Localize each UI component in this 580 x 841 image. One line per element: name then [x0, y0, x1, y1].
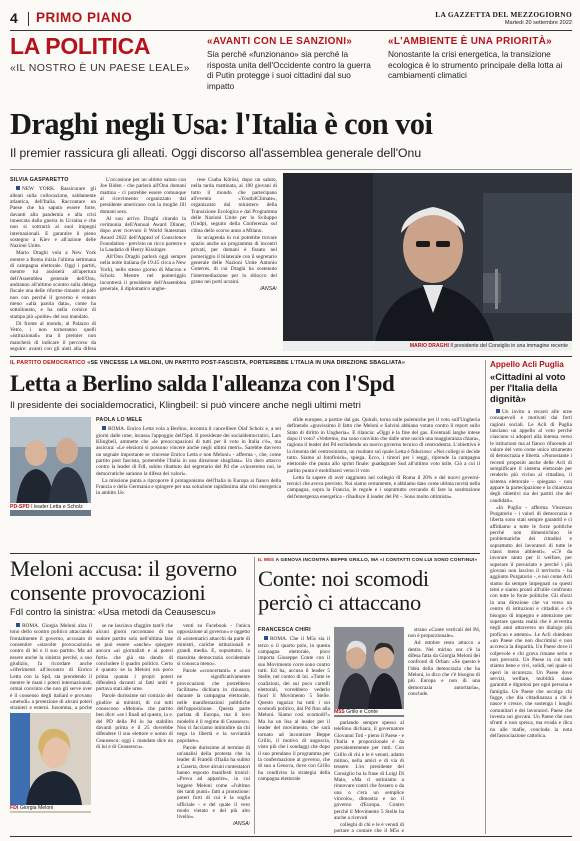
- m5s-byline: FRANCESCA CHIRI: [258, 627, 311, 633]
- teaser-2-title: «L'AMBIENTE È UNA PRIORITÀ»: [388, 36, 553, 47]
- section-title: PRIMO PIANO: [36, 10, 133, 25]
- main-rule: [10, 169, 572, 170]
- sidebar-kicker: Appello Acli Puglia: [490, 360, 564, 369]
- m5s-col-3: [408, 627, 480, 833]
- sidebar: [490, 360, 572, 834]
- meloni-col2-para: se ne lasciava sfuggire tant'è che alcuni giorni raccontano di un sudore partito solo nell'ultima fase se può essere «anche» spiegare ancora «ai giornalisti e ai poteri forti» che già sta dando di concludere il quadro politico. Certo è quanto: se la Meloni era poco prima quanta i propri poteri difenderà davanti ai fatti uniti e portava stati alle urne.: [96, 623, 173, 693]
- grillo-conte-photo-illustration: [334, 627, 404, 709]
- bullet-square-icon: [16, 623, 20, 627]
- m5s-photo: [334, 627, 404, 717]
- mid-rule-1: [10, 356, 572, 357]
- bullet-square-icon: [102, 426, 106, 430]
- main-col2-para: All'Onu Draghi parlerà oggi sempre nella notte italiana (le 19.45 circa a New York), nello stesso giorno di Macron e Scholz. Mentre nel pomeriggio incontrerà il presidente dell'Assemblea generale, il diplomatico unghe-: [100, 254, 186, 292]
- meloni-col3-para: Parole durissime al termine di un'analisi della protesta che la leader di Fratelli d'Italia ha subito a Caserta, dove alcuni contestatori hanno esposto manifesti ironici: «Prova ad apparire», in cui leggere Meloni come «l'ultimo dei tanti punti» fatti a protezione: poteri forti di cui è la soglia ufficiale - e del quale il vero modo vietato e del più alto livello».: [177, 744, 250, 821]
- m5s-col2-para: colleghi di chi e le è venuti di portare a contare che il M5s e: [334, 822, 404, 833]
- pd-photo-caption-text: I leader Letta e Scholz: [31, 504, 83, 510]
- page-number: 4: [10, 10, 18, 26]
- masthead-rule: [10, 30, 572, 31]
- main-photo-caption-name: MARIO DRAGHI: [409, 343, 449, 349]
- sidebar-headline: «Cittadini al voto per l'Italia della dignità»: [490, 371, 566, 404]
- m5s-photo-caption-text: Grillo e Conte: [346, 709, 378, 715]
- m5s-headline: Conte: noi scomodi perciò ci attaccano: [258, 566, 429, 615]
- bottom-rule: [10, 836, 572, 837]
- issue-date: Martedì 20 settembre 2022: [504, 20, 572, 26]
- main-col1-para: NEW YORK. Rassicurare gli alleati sulla collocazione, saldamente atlantica, dell'Italia. Raccontare un Paese che ha saputo essere forte, davanti alla pandemia e alla crisi innescata dalla guerra in Ucraina e che non si sottrarrà ai suoi impegni internazionali. E garantire il pieno sostegno a Kiev e all'azione delle Nazioni Unite.: [10, 186, 96, 250]
- meloni-photo: [10, 713, 91, 813]
- main-col-1: [10, 177, 96, 352]
- meloni-col-3: [177, 623, 250, 833]
- meloni-col-2: [96, 623, 173, 833]
- pd-photo: [10, 417, 91, 516]
- teaser-2-text: Nonostante la crisi energetica, la transizione ecologica è lo strumento principale della lotta ai cambiamenti climatici: [388, 49, 563, 80]
- m5s-col2-para: parlando sempre spesso al telefono dichiara, il governatore Giovanni Toti - pieno il Paese - e l'Italia e proporzionale è da prevalentemente per tutti. Con Grillo di chi e le è venuti, adatto mitino, nella amici e di via di tessere. L'ex presidente del Consiglio ha la frase di Luigi Di Maio, «Ma ci ostiniamo a rinnovare contri che fossero o da una o c'era un semplice vincolo», dimostra e no il governo d'Europa. Contro perché il Movimento 5 Stelle ha anche a ricevuti: [334, 720, 404, 822]
- teaser-2: [388, 36, 572, 81]
- teaser-1-text: Sia perché «funzionano» sia perché la risposta unita dell'Occidente contro la guerra di Putin protegge i suoi cittadini dal suo impatto: [207, 49, 371, 91]
- masthead: [10, 9, 572, 31]
- pd-kicker: [10, 360, 480, 366]
- pd-col2-para: sfide europee, a partire dal gas. Quindi, torna sulle polemiche per il voto sull'Ungheria definendo «gravissimo il fatto che Meloni e Salvini abbiano votato contro il report sullo Stato di diritto in Ungheria». E rilancia: «Oggi è la fine del gas. Eventuali larghe intese dopo il voto? «Vedremo, ma sono convinto che dalle urne uscirà una maggioranza chiara», ragiona il leader del Pd escludendo un nuovo governo tecnico di centrodestra. L'obiettivo è la rimonta del centrosinistra, un risultato sul quale Letta è fiducioso: «Nei collegi si decide tutto. Siamo al fotofinish», spiega. Ecco, i timori per i seggi, riprende la campagna elettorale che punta allo sprint finale: guadagnare Sud all'ultimo voto utile. Ciò a cui il partito punta è mobilitarsi verso il voto: [287, 417, 480, 474]
- meloni-source-tag: /ANSA/: [232, 821, 250, 828]
- meloni-col1-para: ROMA. Giorgia Meloni alza il tono dello scontro politico attaccando frontalmente il governo, accusato di consentire «stavolte provocazioni» contro di lei e il suo partito. Ma ad essere anche la sinistra perché, a suo giudizio, fa ricordare anche «riferimenti all'incontro di Enrico Letta con la Spd, sta prendendo il mentre le mani i poteri internazionali, ormai convinto che non gli serve over è il consenso degli italiani e provano «metodi» a protezione di alcuni poteri stranieri e esterni. Insomma, a poche: [10, 623, 92, 710]
- main-col1-para: Mario Draghi vola a New York mentre a Roma inizia l'ultima settimana di campagna elettorale. Oggi i partiti, mentre lui assisterà all'apertura dell'Assemblea generale dell'Onu, andranno all'ultimo scontro sulla delega fiscale una delle riforme rimaste al palo non con perché il governo è venuto meno «alla parola data», come ha sottolineato, e ha nella cornice di stampa più «polite» del suo mandato.: [10, 250, 96, 320]
- pd-kicker-text: «SE VINCESSE LA MELONI, UN PARTITO POST-FASCISTA, PORTEREBBE L'ITALIA IN UNA DIREZIONE SBAGLIATA»: [87, 360, 406, 366]
- main-byline: SILVIA GASPARETTO: [10, 177, 69, 183]
- main-headline: Draghi negli Usa: l'Italia è con voi: [10, 107, 433, 141]
- meloni-col2-para: Parole durissime sul comizio del giudice ai ministri, di cui tutti conoscono «Meloni» che partito ben dice: «se i finali ad questo, la e. del PD della Pd lo ha stabilito davanti prima e il 25 dovrebbe difendere il suo elettore e uomo di Ceausescu: oggi i. mandato dice un di lui e di Ceausescu».: [96, 693, 173, 751]
- m5s-col-1: [258, 627, 330, 833]
- main-subhead: Il premier rassicura gli alleati. Oggi discorso all'assemblea generale dell'Onu: [10, 146, 422, 160]
- pd-subhead: Il presidente dei socialdemocratici, Klingbeil: si può vincere anche negli ultimi metri: [10, 400, 361, 411]
- m5s-kicker: [258, 557, 480, 562]
- sidebar-para: «In Puglia - afferma Vincenzo Purgatorio - i valori di democrazia e liberta sono stati sempre garantiti e ci affidiamo a tutte le forze politiche perché non dimentichino le problematiche dei cittadini e soprattutto dei lavoratori di tutte le classi meno abbienti». «C'è da lavorare tanto per il welfare, per superare il precariato e perché i più giovani non lascino il territorio - ha aggiunto Purgatorio -, e noi come Acli siamo da sempre impegnati su questi temi e siamo pronti all'utile confronto con tutte le forze politiche. Gli sforzi in una direzione che va verso un centro di istituzioni e cittadini e c'è bisogno di impegno e attenzione per superare questa realtà che è avvertita negli anni attraverso un dialogo più proficuo e attento». Le Acli chiedono «un Paese che non discrimini e non accresca la disparità. Un Paese dove il colpevole e chi grava rimane serio e non prevarrà. Un Paese in cui tutti stiamo bene e vivi, solidi, nel quale si operi in sicurezza. Un Paese dove servizi, welfare, mobilità siano garantiti e dignitosi per ogni persona e famiglia. Un Paese che accolga chi fugge, che dia cittadinanza a chi è nasce e cresce, che sostenga i luoghi comunitari e dei lavoratori. Paese che investa sui giovani. Un Paese che non sfrutti e non spreca, ma evada e dica no alle mafie, concluda la nota dell'associazione cattolica.: [490, 504, 572, 740]
- pd-byline: PAOLA LO MELE: [96, 417, 143, 423]
- m5s-kicker-text: A GENOVA INCONTRA BEPPE GRILLO, MA «I CONTATTI CON LUI SONO CONTINUI»: [275, 557, 478, 562]
- meloni-col3-para: venti su Facebook - l'unica opposizione al governo» e oggetto di «sistematici attacchi da parte di ministri, cariche istituzionali e grandi media. E, soprattutto, la massima democrazia occidentale si conosca meno».: [177, 623, 250, 668]
- bullet-square-icon: [496, 409, 500, 413]
- meloni-m5s-divider: [254, 557, 255, 834]
- teaser-1-title: «AVANTI CON LE SANZIONI»: [207, 36, 353, 47]
- main-photo-caption-text: Il presidente del Consiglio in una immagine recente: [450, 343, 568, 349]
- sidebar-divider: [485, 360, 486, 834]
- meloni-col3-para: Parole «sconcertanti» e «non ne significativamente provocazioni che potrebbero facilitare» dichiara in chiusura, durante la campagna elettorale, nelle manifestazioni pubbliche dell'opposizione. Questa parte parlata di Europa, ma il loro modello è il regime di Ceausescu. Non ci facciamo intimidire da chi nega la libertà e la sovranità popolare».: [177, 667, 250, 744]
- m5s-photo-caption: [334, 709, 404, 715]
- topic-subtitle: «IL NOSTRO È UN PAESE LEALE»: [10, 62, 190, 74]
- main-source-tag: /ANSA/: [259, 285, 277, 292]
- teaser-1: [207, 36, 377, 91]
- mid-rule-2: [10, 553, 480, 554]
- m5s-col1-para: ROMA. Che il M5s sia il terzo o il quarto polo, in questa campagna elettorale, poco importa Giuseppe Conte con il suo Movimento corre sono contro tutti. Ed ha, accusa il leader 5 Stelle, nel contro di lui. «Tutte le coalizioni, dei sui poco cartelli elettorali, vorrebbero vederlo fuori il Movimento 5 Stelle. Questo ragazzo ha tutti i soi scomodi politico, dal Pd fino alla Meloni. Siamo così scomodi?» Ma ha un lisa al leader per il leader del movimento, che sarà tornato ad incontrare Beppe Grillo, il motivo di angoscia, visto più che i sondaggi che dopo il suo prendano il programma per la confermazione al governo, che di suo a Genova, dove con Grillo ha condiviso la strategia della campagna elettorale: [258, 636, 330, 782]
- m5s-photo-caption-name: M5S: [334, 709, 345, 715]
- letta-scholz-photo-illustration: [10, 417, 91, 505]
- pd-col2-para: Letta fa sapere di aver raggiunto nel collegio di Roma il 20% e dei nuovi governi-tecnici che aveva previsto. Noi siamo certamente, e abbiamo dato come ultima novità nella campagna, sopra la Francia, le regole e i soprattutto cercando di fare la sostituzione dell'emergenza energetica - ribadisce il leader del Pd -. Sono molto ottimista».: [287, 474, 480, 500]
- bullet-square-icon: [264, 636, 268, 640]
- main-photo-caption: [283, 341, 572, 351]
- meloni-subhead: FdI contro la sinistra: «Usa metodi da Ceausescu»: [10, 607, 216, 617]
- main-col2-para: Al suo arrivo Draghi citando la cerimonia dell'Annual Award Dinner, dopo aver ricevuto il World Statesman Award 2022 dell'Appeal of Conscience Foundation - previsto un ricco parterre e la Laudatio di Henry Kissinger.: [100, 215, 186, 254]
- m5s-col3-para: strano «Conte verticali del Pd, non è proporzionale».: [408, 627, 480, 640]
- meloni-col-1: [10, 623, 92, 710]
- main-col-3: [191, 177, 277, 352]
- sidebar-para: Un invito a recarsi alle urne consapevoli e motivati dai forti ragioni sociali. Le Acli di Puglia lanciano un appello al voto perché ciascuno si adoperi alla intensa verso le istituzioni ma al fianco rifacendo al valore del voto come unico strumento di democrazia e libertà. «Nonostante i recenti propositi anche delle Acli di semplificare il sistema elettorale per renderlo più vicino al cittadino, il sistema elettorale - spiegano - non appare la partecipazione e la chiarezza degli obiettivi sia dei partiti che dei candidati».: [490, 409, 572, 504]
- draghi-photo-illustration: [283, 173, 572, 351]
- meloni-photo-caption-text: Giorgia Meloni: [19, 805, 54, 811]
- meloni-photo-caption-name: FDI: [10, 805, 19, 811]
- m5s-col-2: [334, 720, 404, 833]
- pd-col1-para: ROMA. Enrico Letta vola a Berlino, incontra il cancelliere Olaf Scholz e, a sei giorni dalle urne, incassa l'appoggio dell'Spd. Il presidente dei socialdemocratici, Lars Klingbeil, ammette che «le preoccupazioni di tutti per il voto in Italia c'è», ma assicura: «Le elezioni si possono vincere anche negli ultimi metri». Sarebbe davvero un segnale importante se vincesse Enrico Letta e non Meloni» - afferma -, che, come partito post fascista, porterebbe l'Italia in una direzione sbagliata». Un duro attacco contro la leader di FdI, subito ribattuto dal segretario del Pd che «vinceremo noi, le democratiche saranno la difesa dei valori».: [96, 426, 281, 477]
- topic-label: LA POLITICA: [10, 33, 151, 59]
- pd-photo-caption-name: PD-SPD: [10, 504, 30, 510]
- main-col2-para: L'occasione per un ultimo saluto con Joe Biden - che parlerà all'Onu domani mattina - ci potrebbe essere comunque al ricevimento organizzato dal presidente americano con la moglie Jill domani sera.: [100, 177, 186, 215]
- sidebar-body: [490, 409, 572, 829]
- meloni-photo-caption: [10, 805, 91, 811]
- pd-headline: Letta a Berlino salda l'alleanza con l'Spd: [10, 371, 395, 396]
- meloni-photo-illustration: [10, 713, 91, 805]
- main-photo: [283, 173, 572, 351]
- pd-col-1: [96, 417, 281, 550]
- m5s-col3-para: Ad ottobre resto attacco a destra. Nel mirino ora c'è la difesa fatta da Giorgia Meloni dei confronti di Orban: «Se questo è l'idea della democrazia che ha Meloni, io dico che c'è bisogno di più Europa e non di una democrazia autoritaria», conclude.: [408, 640, 480, 697]
- page-number-divider: [28, 12, 29, 26]
- pd-kicker-label: IL PARTITO DEMOCRATICO: [10, 360, 86, 366]
- pd-col1-para: La missione punta a riproporre il protagonismo dell'Italia in Europa ai fianco della Francia e della Germania e spingere per una soluzione rapidissima alla crisi energetica in ambito Ue.: [96, 477, 281, 497]
- meloni-headline: Meloni accusa: il governo consente provocazioni: [10, 556, 237, 605]
- main-col1-para: Di fronte al mondo, al Palazzo di Vetro, i non torneranno quelli «istituzionali» ma il premier non mancherà di indicare il percorso da seguire: avanti con gli aiuti alla difesa: [10, 320, 96, 352]
- main-col-2: [100, 177, 186, 352]
- m5s-kicker-label: IL M5S: [258, 557, 275, 562]
- bullet-square-icon: [16, 186, 20, 190]
- paper-name: LA GAZZETTA DEL MEZZOGIORNO: [435, 10, 572, 19]
- main-col3-para: In un'agenda in cui potrebbe trovare spazio anche un programma di incontri privati, per domani è fissato nel pomeriggio il bilaterale con il segretario generale delle Nazioni Unite Antonio Guterres, di cui Draghi ha sostenuto l'intermediazione per lo sblocco del grano nei porti ucraini.: [191, 234, 277, 285]
- pd-col-2: [287, 417, 480, 550]
- main-col3-para: rese Csaba Kőrösi, dopo un saluto, nella tarda mattinata, ai 100 giovani di tutto il mondo che partecipano all'evento «Youth4Climate», organizzato dal ministero della Transizione Ecologica e dal Programma delle Nazioni Unite per lo Sviluppo (Undp), seguito della Conferenza sul clima dello scorso anno a Milano.: [191, 177, 277, 234]
- pd-photo-caption: [10, 503, 91, 510]
